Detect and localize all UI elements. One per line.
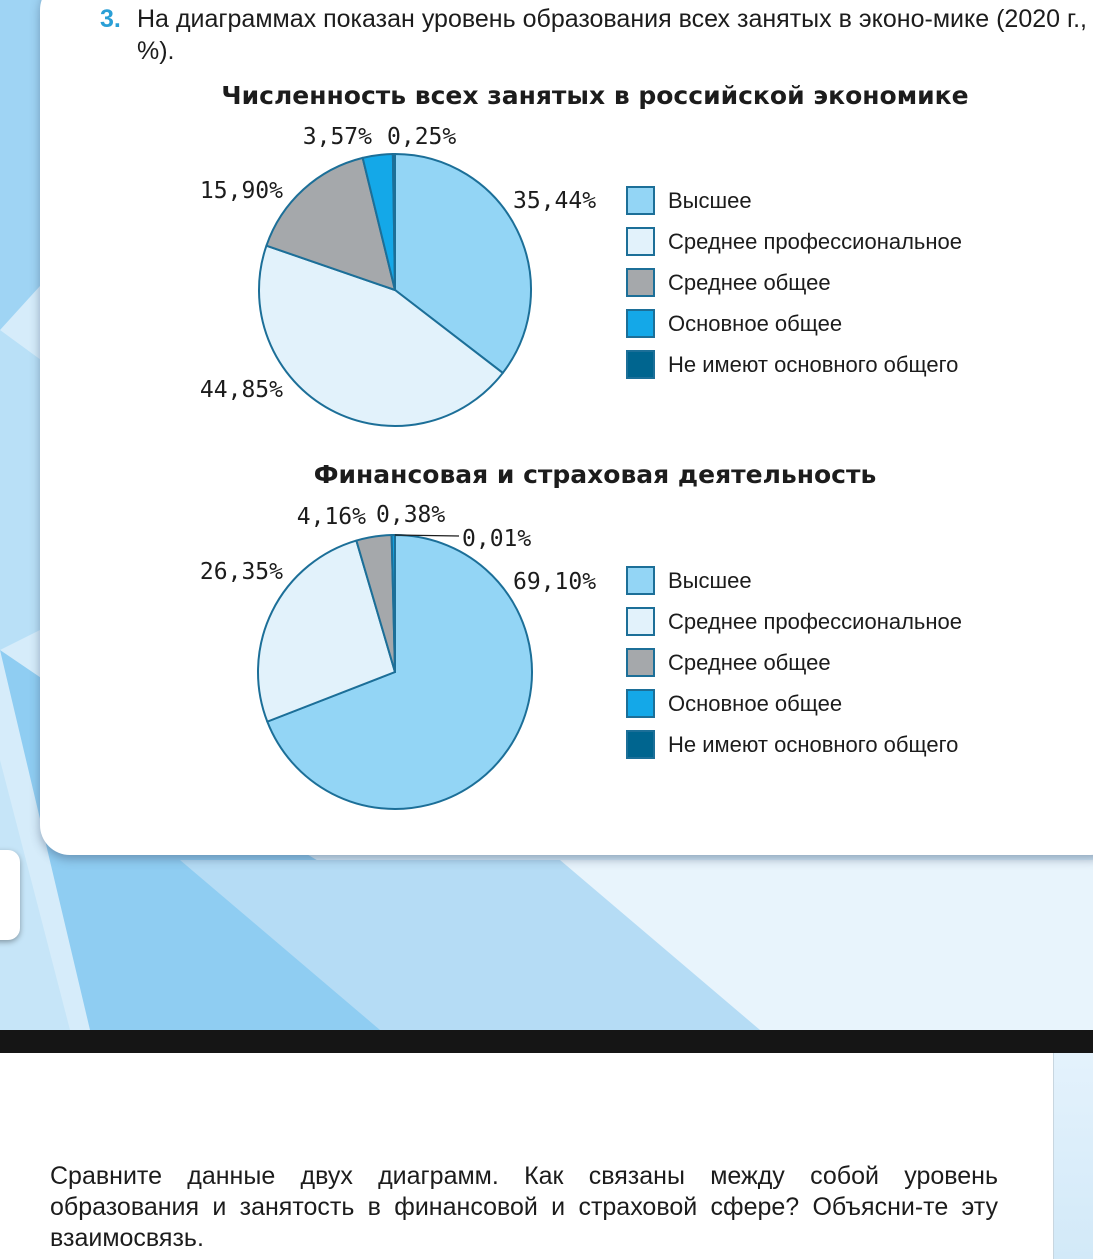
legend-label-higher: Высшее [668,188,752,213]
legend-swatch-secondary-general [627,269,654,296]
data-label-secondary-professional: 26,35% [199,559,283,585]
task-number: 3. [100,5,121,33]
page-edge [1053,1053,1093,1259]
data-label-secondary-professional: 44,85% [199,377,283,403]
legend-swatch-no-basic [627,731,654,758]
data-label-basic-general: 0,38% [376,502,446,528]
data-label-secondary-general: 4,16% [296,504,366,530]
legend-label-basic-general: Основное общее [668,691,843,716]
chart-title: Финансовая и страховая деятельность [313,460,877,489]
legend-swatch-basic-general [627,690,654,717]
legend-swatch-higher [627,567,654,594]
legend-label-no-basic: Не имеют основного общего [668,352,959,377]
legend-label-basic-general: Основное общее [668,311,843,336]
legend-label-secondary-professional: Среднее профессиональное [668,229,962,254]
legend-swatch-secondary-professional [627,228,654,255]
legend-label-secondary-professional: Среднее профессиональное [668,609,962,634]
legend-label-secondary-general: Среднее общее [668,270,831,295]
legend-swatch-no-basic [627,351,654,378]
legend-label-secondary-general: Среднее общее [668,650,831,675]
chart-title: Численность всех занятых в российской экономике [221,81,969,110]
legend-swatch-basic-general [627,310,654,337]
data-label-no-basic: 0,25% [387,124,457,150]
legend-label-higher: Высшее [668,568,752,593]
legend-swatch-secondary-professional [627,608,654,635]
task-text: На диаграммах показан уровень образования всех занятых в эконо-мике (2020 г., %). [137,5,1087,65]
legend-swatch-higher [627,187,654,214]
data-label-no-basic: 0,01% [462,526,532,552]
side-tab [0,850,20,940]
legend-label-no-basic: Не имеют основного общего [668,732,959,757]
data-label-secondary-general: 15,90% [199,178,283,204]
question-text: Сравните данные двух диаграмм. Как связаны между собой уровень образования и занятость в финансовой и страховой сфере? Объясни-те эту взаимосвязь. [50,1162,998,1252]
legend-swatch-secondary-general [627,649,654,676]
data-label-higher: 35,44% [513,188,597,214]
page-divider [0,1030,1093,1053]
data-label-higher: 69,10% [513,569,597,595]
data-label-basic-general: 3,57% [302,124,372,150]
